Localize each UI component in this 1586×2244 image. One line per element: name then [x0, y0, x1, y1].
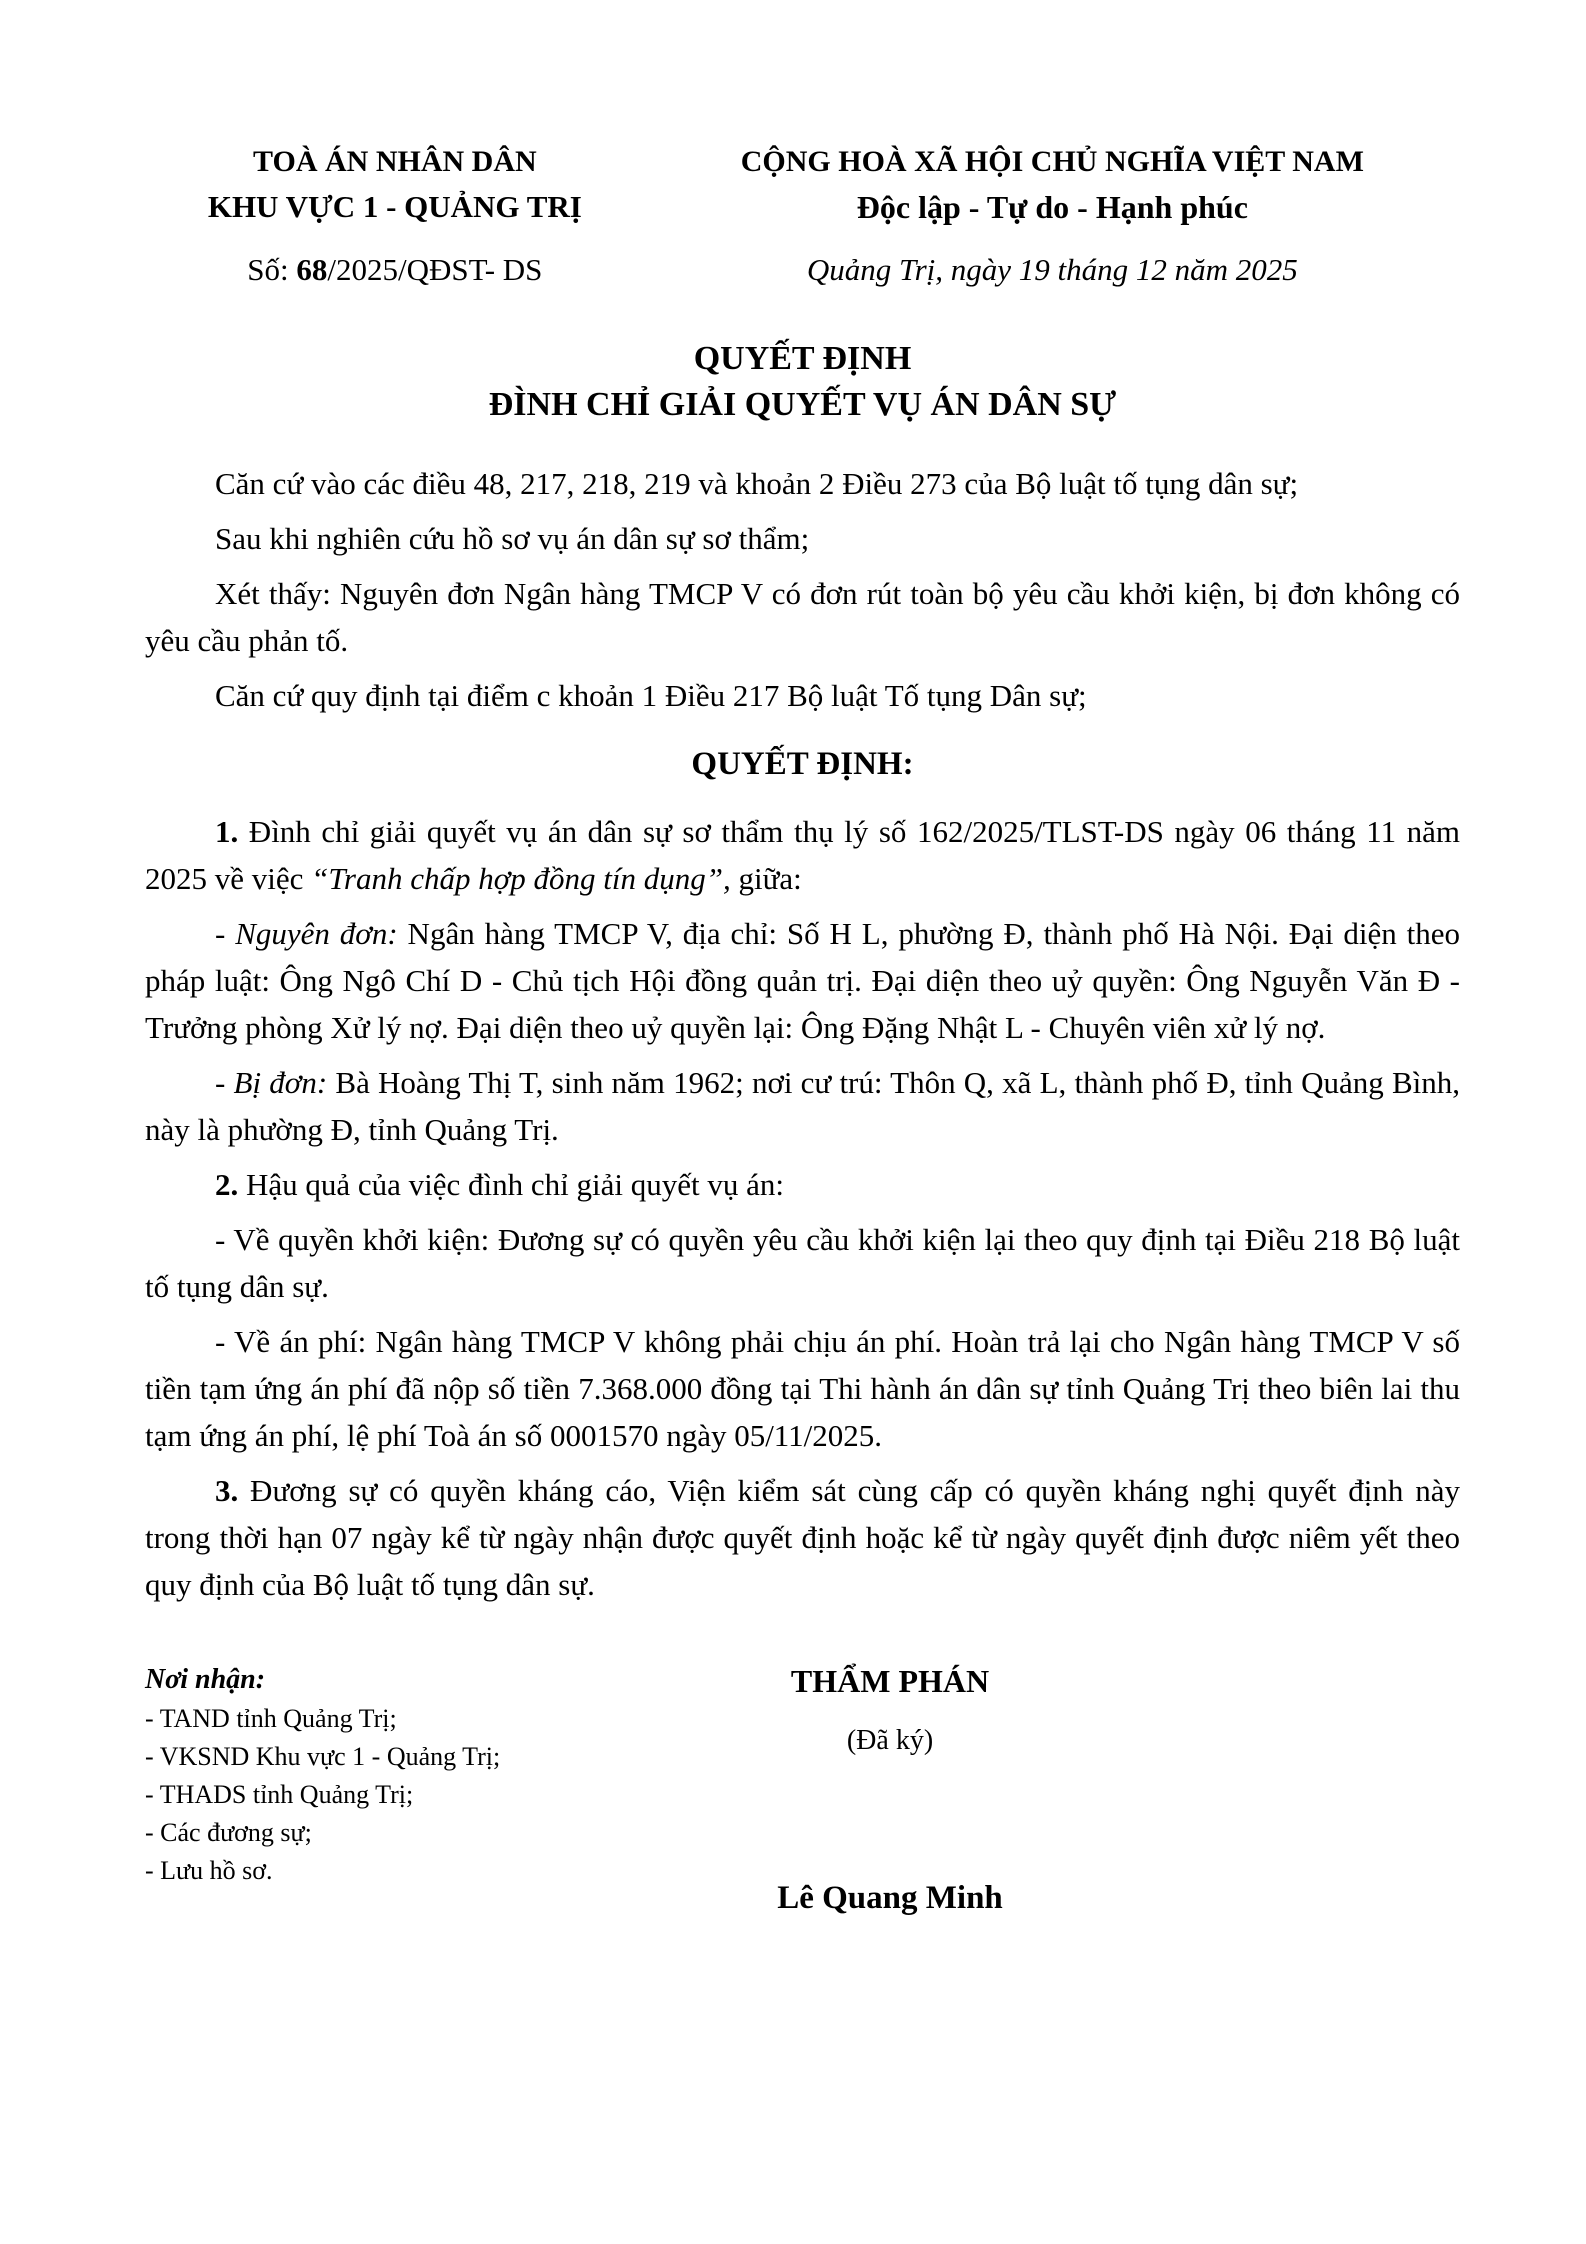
signer-title: THẨM PHÁN: [790, 1663, 990, 1699]
court-name-line2: KHU VỰC 1 - QUẢNG TRỊ: [207, 189, 582, 224]
document-title: [145, 336, 1460, 428]
document-number-suffix: /2025/QĐST- DS: [327, 252, 543, 287]
recipient-item: - VKSND Khu vực 1 - Quảng Trị;: [145, 1742, 501, 1771]
recipient-item: - THADS tỉnh Quảng Trị;: [145, 1780, 414, 1809]
para-nguyen-don: - Nguyên đơn: Ngân hàng TMCP V, địa chỉ: Số H L, phường Đ, thành phố Hà Nội. Đại diện theo pháp luật: Ông Ngô Chí D - Chủ tịch Hội đồng quản trị. Đại diện theo uỷ quyền: Ông Nguyễn Văn Đ - Trưởng phòng Xử lý nợ. Đại diện theo uỷ quyền lại: Ông Đặng Nhật L - Chuyên viên xử lý nợ.: [145, 916, 1461, 1045]
title-line1: QUYẾT ĐỊNH: [693, 340, 912, 377]
recipients-block: [145, 1660, 665, 1890]
para-sau-khi-nghien-cuu: Sau khi nghiên cứu hồ sơ vụ án dân sự sơ thẩm;: [215, 521, 810, 556]
court-name-line1: TOÀ ÁN NHÂN DÂN: [253, 145, 537, 178]
para-quyen-khoi-kien: - Về quyền khởi kiện: Đương sự có quyền yêu cầu khởi kiện lại theo quy định tại Điều 218 Bộ luật tố tụng dân sự.: [145, 1222, 1460, 1304]
document-footer: [145, 1660, 1460, 2080]
signed-note: (Đã ký): [846, 1725, 934, 1756]
para-xet-thay: Xét thấy: Nguyên đơn Ngân hàng TMCP V có đơn rút toàn bộ yêu cầu khởi kiện, bị đơn không có yêu cầu phản tố.: [145, 576, 1460, 658]
republic-name: CỘNG HOÀ XÃ HỘI CHỦ NGHĨA VIỆT NAM: [740, 145, 1364, 178]
recipients-label: Nơi nhận:: [145, 1664, 266, 1695]
para-can-cu-diem-c: Căn cứ quy định tại điểm c khoản 1 Điều 217 Bộ luật Tố tụng Dân sự;: [215, 678, 1087, 713]
para-hau-qua: 2. Hậu quả của việc đình chỉ giải quyết vụ án:: [215, 1167, 785, 1202]
para-dinh-chi: 1. Đình chỉ giải quyết vụ án dân sự sơ thẩm thụ lý số 162/2025/TLST-DS ngày 06 tháng 11 năm 2025 về việc “Tranh chấp hợp đồng tín dụng”, giữa:: [145, 814, 1460, 896]
motto-line: Độc lập - Tự do - Hạnh phúc: [856, 189, 1248, 225]
document-number: [145, 248, 645, 292]
place-date-line: Quảng Trị, ngày 19 tháng 12 năm 2025: [806, 252, 1298, 287]
recipient-item: - Lưu hồ sơ.: [145, 1856, 273, 1885]
recipient-item: - Các đương sự;: [145, 1818, 312, 1847]
recipients-list: [145, 1700, 665, 1890]
heading-quyet-dinh: QUYẾT ĐỊNH:: [691, 746, 914, 782]
national-motto-block: [645, 140, 1460, 292]
document-number-value: 68: [296, 252, 328, 287]
para-khang-cao: 3. Đương sự có quyền kháng cáo, Viện kiểm sát cùng cấp có quyền kháng nghị quyết định này trong thời hạn 07 ngày kể từ ngày nhận được quyết định hoặc kể từ ngày quyết định được niêm yết theo quy định của Bộ luật tố tụng dân sự.: [145, 1473, 1460, 1602]
para-can-cu-dieu: Căn cứ vào các điều 48, 217, 218, 219 và khoản 2 Điều 273 của Bộ luật tố tụng dân sự;: [215, 466, 1299, 501]
para-an-phi: - Về án phí: Ngân hàng TMCP V không phải chịu án phí. Hoàn trả lại cho Ngân hàng TMCP V số tiền tạm ứng án phí đã nộp số tiền 7.368.000 đồng tại Thi hành án dân sự tỉnh Quảng Trị theo biên lai thu tạm ứng án phí, lệ phí Toà án số 0001570 ngày 05/11/2025.: [145, 1324, 1460, 1453]
title-line2: ĐÌNH CHỈ GIẢI QUYẾT VỤ ÁN DÂN SỰ: [488, 386, 1117, 423]
document-number-prefix: Số:: [247, 252, 297, 287]
issuing-court-block: [145, 140, 645, 292]
document-body: [145, 460, 1460, 1608]
signer-name: Lê Quang Minh: [777, 1880, 1003, 1916]
document-header: [145, 140, 1460, 292]
signature-block: [700, 1660, 1080, 1920]
para-bi-don: - Bị đơn: Bà Hoàng Thị T, sinh năm 1962; nơi cư trú: Thôn Q, xã L, thành phố Đ, tỉnh Quảng Bình, này là phường Đ, tỉnh Quảng Trị.: [145, 1065, 1461, 1147]
recipient-item: - TAND tỉnh Quảng Trị;: [145, 1704, 397, 1733]
